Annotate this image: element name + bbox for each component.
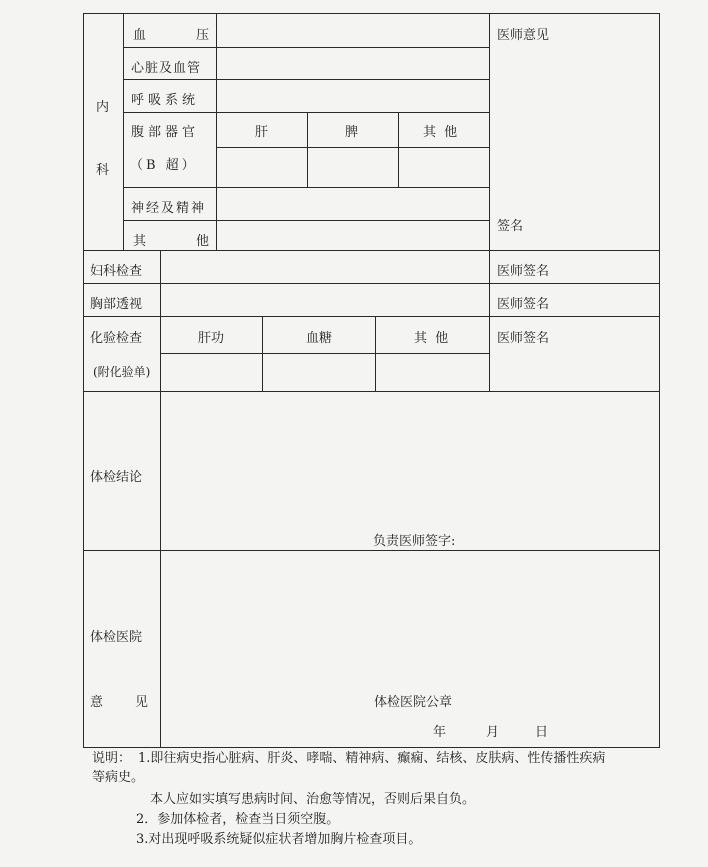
notes-prefix: 说明： (92, 751, 132, 766)
blood-pressure-label-right: 压 (196, 28, 210, 43)
heart-label: 心脏及血管 (131, 61, 202, 76)
b-ultrasound-label: （B 超） (130, 158, 198, 173)
chest-sign-label: 医师签名 (497, 297, 550, 312)
lab-sub-label: (附化验单) (93, 365, 151, 379)
spleen-header: 脾 (345, 125, 359, 140)
liver-function-header: 肝功 (198, 331, 225, 346)
conclusion-label: 体检结论 (90, 470, 143, 485)
gyn-sign-label: 医师签名 (497, 264, 550, 279)
internal-side-label-top: 内 (96, 100, 110, 115)
other2-label-right: 他 (196, 234, 210, 249)
date-day: 日 (535, 725, 549, 740)
date-year: 年 (433, 725, 447, 740)
other2-label-left: 其 (133, 234, 147, 249)
lab-label: 化验检查 (90, 331, 143, 346)
opinion-label-left: 意 (90, 695, 104, 710)
doctor-opinion-label: 医师意见 (497, 28, 550, 43)
notes-line-1: 1.即往病史指心脏病、肝炎、哮喘、精神病、癫痫、结核、皮肤病、性传播性疾病 (138, 751, 606, 766)
opinion-label-right: 见 (135, 695, 149, 710)
notes-line-2: 本人应如实填写患病时间、治愈等情况，否则后果自负。 (150, 792, 476, 807)
notes-line-3: 2．参加体检者，检查当日须空腹。 (136, 812, 340, 827)
abdomen-label: 腹部器官 (131, 125, 200, 140)
blood-pressure-label-left: 血 (133, 28, 147, 43)
notes-line-4: 3.对出现呼吸系统疑似症状者增加胸片检查项目。 (136, 832, 422, 847)
lab-other-header: 其 他 (414, 331, 451, 346)
chest-label: 胸部透视 (90, 297, 143, 312)
internal-side-label-bottom: 科 (96, 163, 110, 178)
liver-header: 肝 (255, 125, 269, 140)
blood-glucose-header: 血糖 (306, 331, 333, 346)
respiratory-label: 呼吸系统 (131, 93, 200, 108)
date-month: 月 (486, 725, 500, 740)
hospital-label: 体检医院 (90, 630, 143, 645)
other-header: 其 他 (423, 125, 460, 140)
neuro-label: 神经及精神 (131, 201, 207, 216)
lab-sign-label: 医师签名 (497, 331, 550, 346)
notes-line-1b: 等病史。 (92, 770, 145, 785)
hospital-seal-label: 体检医院公章 (374, 695, 453, 710)
internal-sign-label: 签名 (497, 219, 524, 234)
responsible-doctor-sign: 负责医师签字: (373, 534, 456, 549)
gyn-label: 妇科检查 (90, 264, 143, 279)
